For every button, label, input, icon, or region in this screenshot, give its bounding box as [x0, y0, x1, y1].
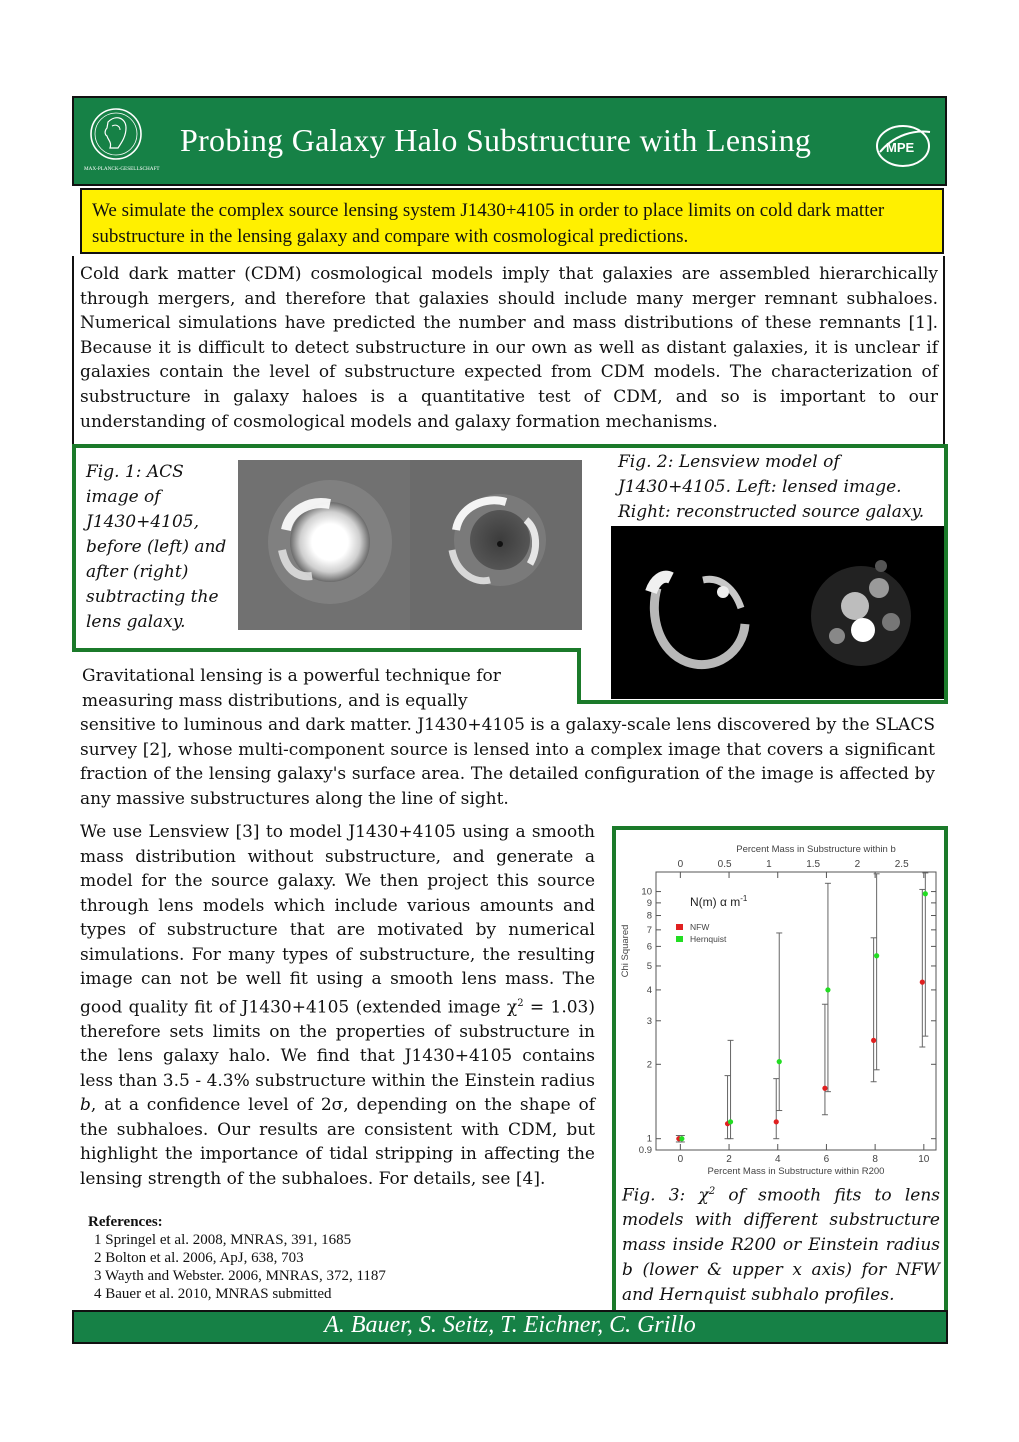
data-point-hernquist	[874, 953, 879, 958]
fig3-chart	[618, 838, 944, 1178]
y-tick-label: 10	[641, 886, 652, 898]
y-tick-label: 0.9	[638, 1145, 652, 1156]
fig3-caption-rest: of smooth fits to lens models with different substructure mass inside R200 or Einstein radius b (lower & upper x axis) for NFW and Hernquist subhalo profiles.	[622, 1185, 940, 1305]
plot-frame	[656, 872, 936, 1150]
y-tick-label: 2	[646, 1059, 652, 1071]
svg-text:MAX-PLANCK-GESELLSCHAFT: MAX-PLANCK-GESELLSCHAFT	[84, 166, 160, 172]
data-point-hernquist	[679, 1136, 684, 1141]
para2-lines	[82, 664, 582, 713]
x2-tick-label: 0	[677, 859, 684, 870]
para3-part2: = 1.03) therefore sets limits on the properties of substructure in the lens galaxy halo. We find that J1430+4105 contains less than 3.5 - 4.3% substructure within the Einstein radius	[80, 997, 596, 1091]
para3-part1: We use Lensview [3] to model J1430+4105 using a smooth mass distribution without substructure, and generate a model for the source galaxy. We then project this source through lens models which include various amounts and types of substructure that are motivated by numerical simulations. For many types of substructure, the resulting image can not be well fit using a smooth lens mass. The good quality fit of J1430+4105 (extended image	[80, 822, 595, 1018]
para3-part3: , at a confidence level of 2σ, depending on the shape of the subhaloes. Our results are consistent with CDM, but highlight the importance of tidal stripping in affecting the lensing strength of the subhaloes. For details, see [4].	[80, 1095, 595, 1189]
einstein-b: b	[80, 1095, 91, 1116]
y-tick-label: 8	[646, 910, 652, 922]
para2-line2: measuring mass distributions, and is equally	[82, 690, 468, 711]
reference-item: 1 Springel et al. 2008, MNRAS, 391, 1685	[94, 1232, 352, 1248]
data-point-hernquist	[923, 891, 928, 896]
y-tick-label: 3	[646, 1015, 652, 1027]
fig1-caption: Fig. 1: ACS image of J1430+4105, before (left) and after (right) subtracting the lens galaxy.	[86, 462, 227, 632]
reference-item: 2 Bolton et al. 2006, ApJ, 638, 703	[94, 1250, 304, 1266]
y-axis-label: Chi Squared	[620, 924, 631, 978]
data-point-hernquist	[777, 1059, 782, 1064]
fig3-caption	[622, 1180, 940, 1308]
references-heading: References:	[88, 1214, 163, 1230]
para3-body	[80, 820, 595, 1191]
x2-tick-label: 0.5	[717, 859, 732, 870]
data-point-nfw	[774, 1119, 779, 1124]
chi-superscript: 2	[517, 997, 524, 1009]
x-tick-label: 6	[823, 1154, 830, 1165]
fig3-chi: χ	[698, 1185, 709, 1206]
summary-box: We simulate the complex source lensing system J1430+4105 in order to place limits on cold dark matter substructure in the lensing galaxy and compare with cosmological predictions.	[80, 188, 944, 254]
fig2-caption: Fig. 2: Lensview model of J1430+4105. Left: lensed image. Right: reconstructed source galaxy.	[618, 452, 925, 522]
x2-axis-label: Percent Mass in Substructure within b	[736, 844, 896, 855]
x-tick-label: 10	[918, 1154, 930, 1165]
fig2-lensview-image	[611, 526, 944, 699]
x2-tick-label: 1.5	[806, 859, 821, 870]
legend-swatch	[676, 924, 683, 930]
x-axis-label: Percent Mass in Substructure within R200	[707, 1166, 885, 1177]
author-list: A. Bauer, S. Seitz, T. Eichner, C. Grillo	[324, 1312, 696, 1338]
data-point-hernquist	[825, 987, 830, 992]
intro-paragraph: Cold dark matter (CDM) cosmological models imply that galaxies are assembled hierarchically through mergers, and therefore that galaxies should include many merger remnant subhaloes. Numerical simulations have predicted the number and mass distributions of these remnants [1]. Because it is difficult to detect substructure in our own as well as distant galaxies, it is unclear if galaxies contain the level of substructure expected from CDM models. The characterization of substructure in galaxy haloes is a quantitative test of CDM, and so is important to our understanding of cosmological models and galaxy formation mechanisms.	[80, 264, 938, 432]
fig1-acs-image	[238, 460, 582, 630]
para2-body: sensitive to luminous and dark matter. J1430+4105 is a galaxy-scale lens discovered by the SLACS survey [2], whose multi-component source is lensed into a complex image that covers a significant fraction of the lensing galaxy's surface area. The detailed configuration of the image is affected by any massive substructures along the line of sight.	[80, 715, 935, 809]
mpe-logo	[870, 118, 936, 174]
svg-text:MPE: MPE	[886, 140, 915, 155]
legend-swatch	[676, 936, 683, 942]
data-point-nfw	[871, 1038, 876, 1043]
max-planck-logo	[80, 104, 164, 174]
x-tick-label: 0	[677, 1154, 684, 1165]
para2-line1: Gravitational lensing is a powerful technique for	[82, 666, 501, 686]
y-tick-label: 4	[646, 984, 652, 996]
y-tick-label: 9	[646, 897, 652, 909]
fig3-chi-sup: 2	[708, 1186, 716, 1197]
x2-tick-label: 2.5	[894, 859, 909, 870]
data-point-nfw	[920, 980, 925, 985]
data-point-hernquist	[728, 1119, 733, 1124]
references	[88, 1213, 588, 1303]
legend-label: Hernquist	[690, 934, 727, 944]
y-tick-label: 7	[646, 924, 652, 936]
data-point-nfw	[822, 1086, 827, 1091]
poster-title: Probing Galaxy Halo Substructure with Lensing	[180, 122, 812, 158]
y-tick-label: 6	[646, 941, 652, 953]
y-tick-label: 5	[646, 960, 652, 972]
fig3-caption-prefix: Fig. 3:	[622, 1185, 699, 1206]
x-tick-label: 2	[726, 1154, 732, 1165]
x-tick-label: 4	[774, 1154, 781, 1165]
chi-symbol: χ	[506, 997, 518, 1018]
reference-item: 4 Bauer et al. 2010, MNRAS submitted	[94, 1286, 332, 1302]
y-tick-label: 1	[646, 1133, 652, 1145]
reference-item: 3 Wayth and Webster. 2006, MNRAS, 372, 1187	[94, 1268, 386, 1284]
power-law-annotation: N(m) α $m^{-1}$	[690, 894, 748, 909]
legend-label: NFW	[690, 922, 710, 932]
x2-tick-label: 2	[854, 859, 861, 870]
x2-tick-label: 1	[766, 859, 772, 870]
x-tick-label: 8	[872, 1154, 878, 1165]
